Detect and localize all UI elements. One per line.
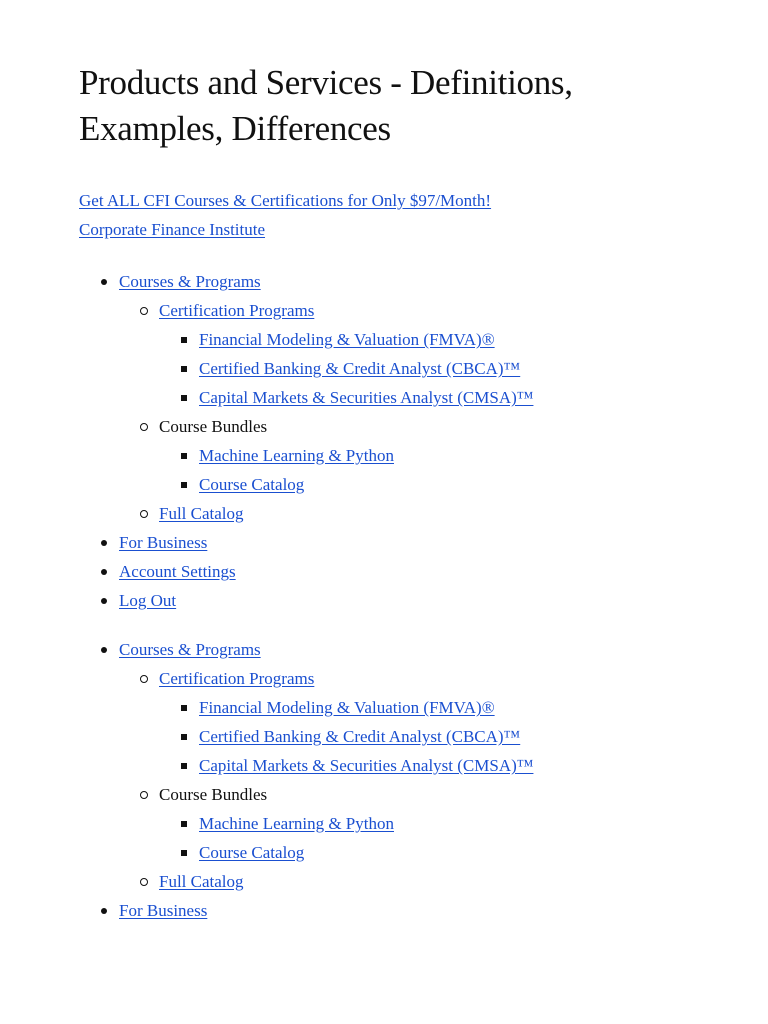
list-item <box>119 296 768 412</box>
square-bullet-icon <box>181 453 187 459</box>
page-title: Products and Services - Definitions, Examples, Differences <box>79 63 573 148</box>
certification-programs-link[interactable]: Certification Programs <box>159 301 315 320</box>
submenu-certifications <box>159 693 768 780</box>
submenu-bundles <box>159 441 768 499</box>
square-bullet-icon <box>181 850 187 856</box>
list-item <box>119 664 768 780</box>
list-item <box>159 809 768 838</box>
square-bullet-icon <box>181 705 187 711</box>
circle-bullet-icon <box>140 423 148 431</box>
list-item <box>119 412 768 499</box>
list-item <box>159 383 768 412</box>
course-bundles-label: Course Bundles <box>159 417 268 436</box>
list-item <box>119 499 768 528</box>
submenu-certifications <box>159 325 768 412</box>
cbca-link[interactable]: Certified Banking & Credit Analyst (CBCA)™ <box>199 359 521 378</box>
disc-bullet-icon <box>101 908 107 914</box>
full-catalog-link[interactable]: Full Catalog <box>159 504 244 523</box>
institute-link[interactable]: Corporate Finance Institute <box>79 220 266 239</box>
square-bullet-icon <box>181 763 187 769</box>
ml-python-link[interactable]: Machine Learning & Python <box>199 446 394 465</box>
courses-programs-link[interactable]: Courses & Programs <box>119 640 261 659</box>
list-item <box>79 896 768 925</box>
disc-bullet-icon <box>101 540 107 546</box>
list-item <box>79 635 768 896</box>
for-business-link[interactable]: For Business <box>119 533 208 552</box>
submenu-courses <box>119 664 768 896</box>
fmva-link[interactable]: Financial Modeling & Valuation (FMVA)® <box>199 698 495 717</box>
cbca-link[interactable]: Certified Banking & Credit Analyst (CBCA)™ <box>199 727 521 746</box>
account-settings-link[interactable]: Account Settings <box>119 562 236 581</box>
square-bullet-icon <box>181 482 187 488</box>
full-catalog-link[interactable]: Full Catalog <box>159 872 244 891</box>
course-catalog-link[interactable]: Course Catalog <box>199 475 305 494</box>
circle-bullet-icon <box>140 878 148 886</box>
nav-menu-secondary <box>79 635 768 925</box>
course-bundles-label: Course Bundles <box>159 785 268 804</box>
cmsa-link[interactable]: Capital Markets & Securities Analyst (CMSA)™ <box>199 756 534 775</box>
list-item <box>159 470 768 499</box>
list-item <box>79 586 768 615</box>
list-item <box>159 693 768 722</box>
courses-programs-link[interactable]: Courses & Programs <box>119 272 261 291</box>
nav-menu-primary <box>79 267 768 615</box>
square-bullet-icon <box>181 337 187 343</box>
certification-programs-link[interactable]: Certification Programs <box>159 669 315 688</box>
list-item <box>159 751 768 780</box>
list-item <box>159 838 768 867</box>
square-bullet-icon <box>181 395 187 401</box>
submenu-bundles <box>159 809 768 867</box>
list-item <box>159 722 768 751</box>
fmva-link[interactable]: Financial Modeling & Valuation (FMVA)® <box>199 330 495 349</box>
square-bullet-icon <box>181 821 187 827</box>
list-item <box>79 528 768 557</box>
log-out-link[interactable]: Log Out <box>119 591 177 610</box>
top-links <box>79 186 768 244</box>
list-item <box>119 780 768 867</box>
for-business-link[interactable]: For Business <box>119 901 208 920</box>
disc-bullet-icon <box>101 647 107 653</box>
circle-bullet-icon <box>140 675 148 683</box>
circle-bullet-icon <box>140 510 148 518</box>
list-item <box>159 441 768 470</box>
submenu-courses <box>119 296 768 528</box>
circle-bullet-icon <box>140 307 148 315</box>
list-item <box>79 557 768 586</box>
disc-bullet-icon <box>101 569 107 575</box>
disc-bullet-icon <box>101 598 107 604</box>
list-item <box>119 867 768 896</box>
list-item <box>159 325 768 354</box>
square-bullet-icon <box>181 366 187 372</box>
circle-bullet-icon <box>140 791 148 799</box>
ml-python-link[interactable]: Machine Learning & Python <box>199 814 394 833</box>
square-bullet-icon <box>181 734 187 740</box>
course-catalog-link[interactable]: Course Catalog <box>199 843 305 862</box>
promo-link[interactable]: Get ALL CFI Courses & Certifications for Only $97/Month! <box>79 191 492 210</box>
cmsa-link[interactable]: Capital Markets & Securities Analyst (CMSA)™ <box>199 388 534 407</box>
disc-bullet-icon <box>101 279 107 285</box>
list-item <box>79 267 768 528</box>
list-item <box>159 354 768 383</box>
